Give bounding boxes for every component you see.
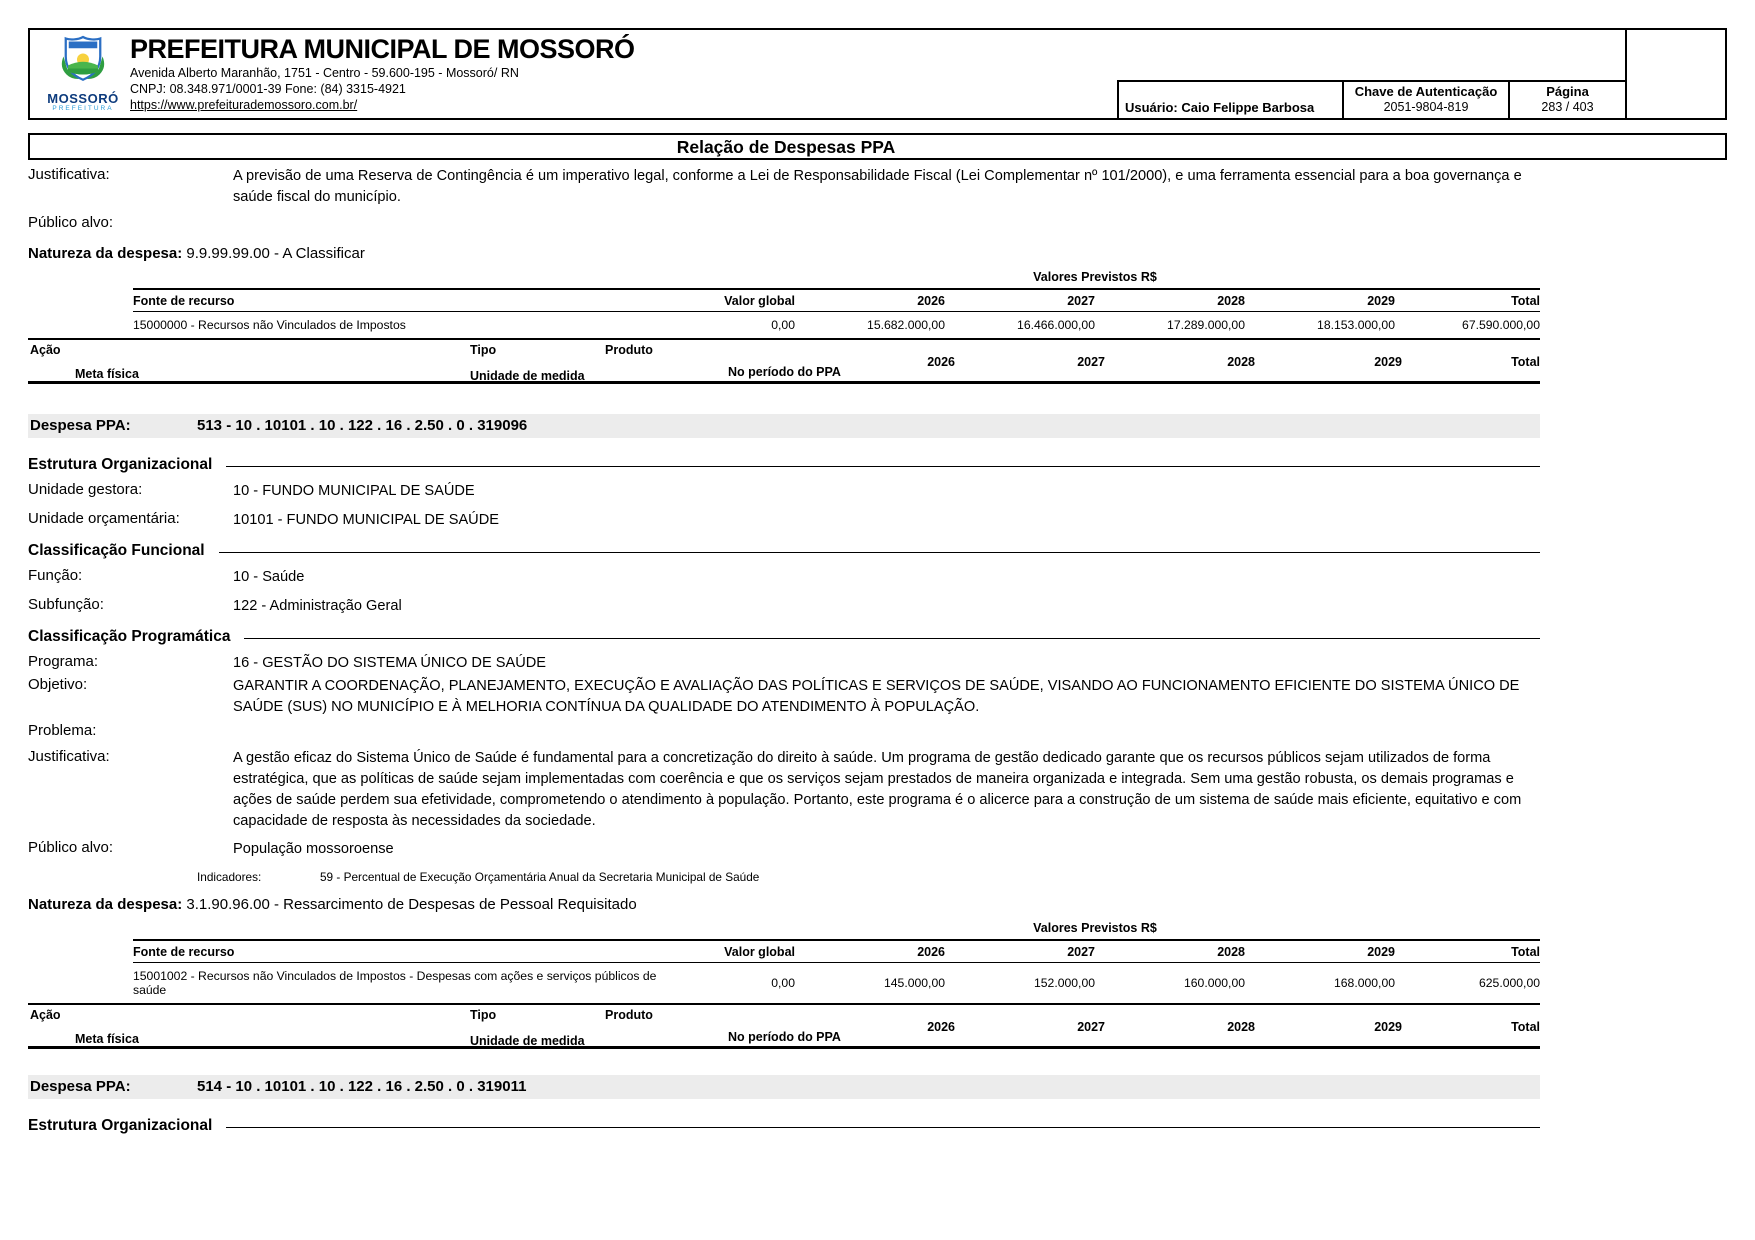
heading-rule xyxy=(226,466,1540,467)
value-2026-b: 145.000,00 xyxy=(884,976,945,990)
heading-rule xyxy=(226,1127,1540,1128)
value-2026: 15.682.000,00 xyxy=(867,318,945,332)
unidade-orcamentaria-value: 10101 - FUNDO MUNICIPAL DE SAÚDE xyxy=(233,512,499,528)
unidade-gestora-label: Unidade gestora: xyxy=(28,481,143,498)
funding-table-2 xyxy=(133,921,1540,1001)
publico-alvo-row-1 xyxy=(28,214,1540,231)
acao-year-2027: 2027 xyxy=(1077,355,1105,369)
objetivo-value: GARANTIR A COORDENAÇÃO, PLANEJAMENTO, EXECUÇÃO E AVALIAÇÃO DAS POLÍTICAS E SERVIÇOS DE SAÚDE, VISANDO AO FUNCIONAMENTO EFICIENTE DO SISTEMA ÚNICO DE SAÚDE (SUS) NO MUNICÍPIO E À MELHORIA CONTÍNUA DA QUALIDADE DO ATENDIMENTO À POPULAÇÃO. xyxy=(233,678,1520,715)
no-periodo-label: No período do PPA xyxy=(728,365,841,379)
year-header-2029: 2029 xyxy=(1245,289,1395,312)
funcao-label: Função: xyxy=(28,567,83,584)
publico-alvo-text xyxy=(233,214,1540,231)
programa-row xyxy=(28,653,1540,675)
programa-label: Programa: xyxy=(28,653,99,670)
unidade-gestora-value: 10 - FUNDO MUNICIPAL DE SAÚDE xyxy=(233,483,475,499)
acao2-year-2028: 2028 xyxy=(1227,1020,1255,1034)
funding-table-header-2 xyxy=(133,940,1540,963)
header-meta-table xyxy=(1117,80,1625,118)
valor-global-value-2: 0,00 xyxy=(771,976,795,990)
acao-year-2029: 2029 xyxy=(1374,355,1402,369)
class-funcional-heading xyxy=(28,542,1540,560)
valor-global-header-2: Valor global xyxy=(660,940,795,963)
page-label: Página xyxy=(1546,84,1589,99)
subfuncao-value: 122 - Administração Geral xyxy=(233,598,402,614)
unidade-medida-label-2: Unidade de medida xyxy=(470,1034,585,1048)
unidade-gestora-row xyxy=(28,481,1540,503)
valores-previstos-label: Valores Previstos R$ xyxy=(1033,270,1157,284)
justificativa-label-2: Justificativa: xyxy=(28,748,110,765)
year-header-2028-b: 2028 xyxy=(1095,940,1245,963)
problema-row xyxy=(28,722,1540,744)
class-funcional-text: Classificação Funcional xyxy=(28,542,205,559)
org-website-link[interactable]: https://www.prefeiturademossoro.com.br/ xyxy=(130,98,358,112)
class-programatica-heading xyxy=(28,628,1540,646)
valor-global-header: Valor global xyxy=(660,289,795,312)
fonte-recurso-header: Fonte de recurso xyxy=(133,289,660,312)
indicadores-row xyxy=(28,870,1540,884)
subfuncao-label: Subfunção: xyxy=(28,596,104,613)
total-header-2: Total xyxy=(1395,940,1540,963)
acao-year-2028: 2028 xyxy=(1227,355,1255,369)
header-empty-cell xyxy=(1627,30,1725,118)
unidade-orcamentaria-label: Unidade orçamentária: xyxy=(28,510,180,527)
logo-city-name: MOSSORÓ xyxy=(47,91,119,106)
page-value: 283 / 403 xyxy=(1541,100,1594,114)
org-identification xyxy=(130,34,635,113)
despesa-ppa-label-2: Despesa PPA: xyxy=(30,1078,131,1095)
acao2-year-2029: 2029 xyxy=(1374,1020,1402,1034)
funding-table-header xyxy=(133,289,1540,312)
meta-fisica-label: Meta física xyxy=(75,367,139,381)
mossoro-logo xyxy=(44,34,122,113)
funding-table-row-2 xyxy=(133,963,1540,1002)
natureza-value: 9.9.99.99.00 - A Classificar xyxy=(186,245,365,262)
org-name: PREFEITURA MUNICIPAL DE MOSSORÓ xyxy=(130,34,635,64)
org-address: Avenida Alberto Maranhão, 1751 - Centro - 59.600-195 - Mossoró/ RN xyxy=(130,66,519,80)
auth-key-value: 2051-9804-819 xyxy=(1383,100,1469,114)
justificativa-row-2 xyxy=(28,748,1540,832)
unidade-medida-label: Unidade de medida xyxy=(470,369,585,383)
acao-label-2: Ação xyxy=(30,1008,61,1022)
indicadores-label: Indicadores: xyxy=(197,870,262,884)
acao-header-1 xyxy=(28,338,1540,384)
acao2-year-2027: 2027 xyxy=(1077,1020,1105,1034)
acao-label: Ação xyxy=(30,343,61,357)
value-2027: 16.466.000,00 xyxy=(1017,318,1095,332)
meta-fisica-label-2: Meta física xyxy=(75,1032,139,1046)
user-cell: Usuário: Caio Felippe Barbosa xyxy=(1117,82,1342,118)
year-header-2026: 2026 xyxy=(795,289,945,312)
despesa-ppa-bar-513 xyxy=(28,414,1540,438)
org-cnpj-phone: CNPJ: 08.348.971/0001-39 Fone: (84) 3315-4921 xyxy=(130,82,406,96)
value-2028: 17.289.000,00 xyxy=(1167,318,1245,332)
tipo-label: Tipo xyxy=(470,343,497,357)
total-header: Total xyxy=(1395,289,1540,312)
auth-key-label: Chave de Autenticação xyxy=(1354,84,1498,99)
valor-global-value: 0,00 xyxy=(771,318,795,332)
objetivo-row xyxy=(28,676,1540,718)
natureza-despesa-row-2 xyxy=(28,896,1540,913)
objetivo-label: Objetivo: xyxy=(28,676,88,693)
page-header xyxy=(28,28,1727,120)
funding-table-1 xyxy=(133,270,1540,336)
funding-table-row xyxy=(133,312,1540,337)
value-2027-b: 152.000,00 xyxy=(1034,976,1095,990)
acao-total-label: Total xyxy=(1511,355,1540,369)
subfuncao-row xyxy=(28,596,1540,618)
despesa-ppa-label: Despesa PPA: xyxy=(30,417,131,434)
class-programatica-text: Classificação Programática xyxy=(28,628,231,645)
fonte-recurso-value: 15000000 - Recursos não Vinculados de Impostos xyxy=(133,318,406,332)
year-header-2028: 2028 xyxy=(1095,289,1245,312)
justificativa-row-1 xyxy=(28,166,1540,208)
acao-year-2026: 2026 xyxy=(927,355,955,369)
heading-rule xyxy=(219,552,1540,553)
despesa-ppa-bar-514 xyxy=(28,1075,1540,1099)
heading-rule xyxy=(244,638,1540,639)
value-2028-b: 160.000,00 xyxy=(1184,976,1245,990)
natureza-despesa-row-1 xyxy=(28,245,1540,262)
estrutura-heading-text: Estrutura Organizacional xyxy=(28,456,213,473)
fonte-recurso-value-2: 15001002 - Recursos não Vinculados de Impostos - Despesas com ações e serviços públicos de saúde xyxy=(133,969,657,997)
unidade-orcamentaria-row xyxy=(28,510,1540,532)
publico-alvo-value-2: População mossoroense xyxy=(233,841,394,857)
page-number-cell xyxy=(1508,82,1625,118)
produto-label-2: Produto xyxy=(605,1008,653,1022)
report-title: Relação de Despesas PPA xyxy=(676,137,896,157)
natureza-value-2: 3.1.90.96.00 - Ressarcimento de Despesas de Pessoal Requisitado xyxy=(186,896,637,913)
publico-alvo-label-2: Público alvo: xyxy=(28,839,114,856)
justificativa-text-2: A gestão eficaz do Sistema Único de Saúde é fundamental para a concretização do direito à saúde. Um programa de gestão dedicado garante que os recursos públicos sejam utilizados de forma estratégica, que as políticas de saúde sejam implementadas com coerência e que os serviços sejam prestados de maneira organizada e integrada. Sem uma gestão robusta, os demais programas e ações de saúde perdem sua efetividade, comprometendo o atendimento à população. Portanto, este programa é o alicerce para a construção de um sistema de saúde mais eficiente, equitativo e com capacidade de resposta às necessidades da sociedade. xyxy=(233,750,1522,829)
year-header-2027-b: 2027 xyxy=(945,940,1095,963)
natureza-label: Natureza da despesa: xyxy=(28,245,183,262)
estrutura-heading-1 xyxy=(28,456,1540,474)
report-content xyxy=(28,166,1540,1135)
fonte-recurso-header-2: Fonte de recurso xyxy=(133,940,660,963)
estrutura-heading-text-2: Estrutura Organizacional xyxy=(28,1117,213,1134)
publico-alvo-label: Público alvo: xyxy=(28,214,114,231)
year-header-2026-b: 2026 xyxy=(795,940,945,963)
indicadores-value: 59 - Percentual de Execução Orçamentária Anual da Secretaria Municipal de Saúde xyxy=(320,870,760,884)
acao-header-2 xyxy=(28,1003,1540,1049)
city-crest-icon xyxy=(56,34,110,88)
estrutura-heading-2 xyxy=(28,1117,1540,1135)
funcao-row xyxy=(28,567,1540,589)
natureza-label-2: Natureza da despesa: xyxy=(28,896,183,913)
valores-previstos-label-2: Valores Previstos R$ xyxy=(1033,921,1157,935)
despesa-ppa-code-2: 514 - 10 . 10101 . 10 . 122 . 16 . 2.50 . 0 . 319011 xyxy=(197,1078,527,1095)
no-periodo-label-2: No período do PPA xyxy=(728,1030,841,1044)
auth-key-cell xyxy=(1342,82,1508,118)
justificativa-text: A previsão de uma Reserva de Contingência é um imperativo legal, conforme a Lei de Responsabilidade Fiscal (Lei Complementar nº 101/2000), e uma ferramenta essencial para a boa governança e saúde fiscal do município. xyxy=(233,168,1522,205)
programa-value: 16 - GESTÃO DO SISTEMA ÚNICO DE SAÚDE xyxy=(233,655,547,671)
acao2-year-2026: 2026 xyxy=(927,1020,955,1034)
acao2-total-label: Total xyxy=(1511,1020,1540,1034)
produto-label: Produto xyxy=(605,343,653,357)
report-title-bar xyxy=(28,133,1727,160)
value-2029: 18.153.000,00 xyxy=(1317,318,1395,332)
despesa-ppa-code: 513 - 10 . 10101 . 10 . 122 . 16 . 2.50 . 0 . 319096 xyxy=(197,417,528,434)
header-left xyxy=(30,30,1627,118)
logo-subtitle: PREFEITURA xyxy=(52,105,114,112)
value-2029-b: 168.000,00 xyxy=(1334,976,1395,990)
publico-alvo-row-2 xyxy=(28,839,1540,861)
problema-value xyxy=(233,722,1540,744)
justificativa-label: Justificativa: xyxy=(28,166,110,183)
funcao-value: 10 - Saúde xyxy=(233,569,305,585)
year-header-2029-b: 2029 xyxy=(1245,940,1395,963)
value-total: 67.590.000,00 xyxy=(1462,318,1540,332)
problema-label: Problema: xyxy=(28,722,97,739)
tipo-label-2: Tipo xyxy=(470,1008,497,1022)
value-total-b: 625.000,00 xyxy=(1479,976,1540,990)
year-header-2027: 2027 xyxy=(945,289,1095,312)
